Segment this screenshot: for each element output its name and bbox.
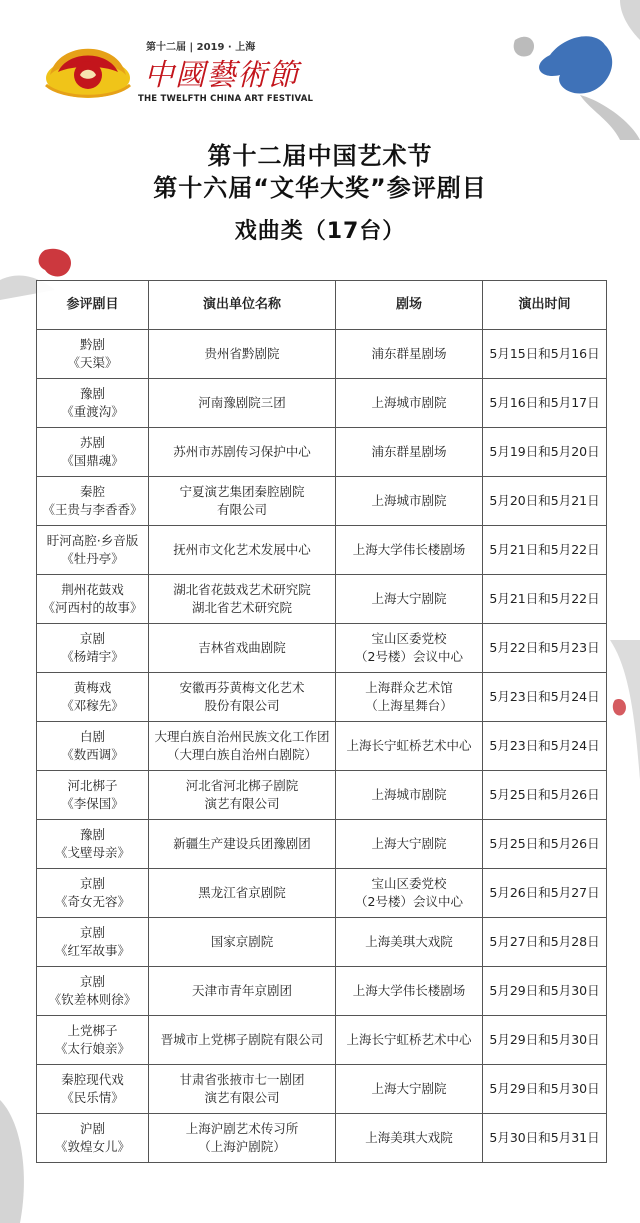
cell-unit <box>149 967 336 1016</box>
page-title-line1: 第十二届中国艺术节 <box>207 142 433 170</box>
unit-line: 演艺有限公司 <box>204 796 280 811</box>
ink-splash-top-right <box>470 0 640 140</box>
cell-time: 5月19日和5月20日 <box>483 428 607 477</box>
cell-unit <box>149 722 336 771</box>
cell-unit <box>149 624 336 673</box>
unit-line: 晋城市上党梆子剧院有限公司 <box>160 1032 324 1047</box>
venue-line: 上海大学伟长楼剧场 <box>352 983 466 998</box>
table-row <box>37 379 607 428</box>
cell-play <box>37 526 149 575</box>
play-title: 《牡丹亭》 <box>61 551 124 566</box>
table-row <box>37 820 607 869</box>
unit-line: 新疆生产建设兵团豫剧团 <box>173 836 311 851</box>
venue-line: 上海大宁剧院 <box>371 836 447 851</box>
play-genre: 上党梆子 <box>67 1023 118 1038</box>
unit-line: 股份有限公司 <box>204 698 280 713</box>
venue-line: （2号楼）会议中心 <box>355 894 463 909</box>
cell-unit <box>149 1114 336 1163</box>
cell-time: 5月30日和5月31日 <box>483 1114 607 1163</box>
cell-time: 5月21日和5月22日 <box>483 575 607 624</box>
cell-unit <box>149 1016 336 1065</box>
cell-venue <box>336 379 483 428</box>
page-title-line2: 第十六届“文华大奖”参评剧目 <box>153 174 487 202</box>
table-row <box>37 526 607 575</box>
cell-play <box>37 624 149 673</box>
play-genre: 京剧 <box>79 974 105 989</box>
venue-line: 宝山区委党校 <box>371 631 447 646</box>
unit-line: 天津市青年京剧团 <box>191 983 292 998</box>
cell-venue <box>336 526 483 575</box>
table-row <box>37 771 607 820</box>
table-row <box>37 1114 607 1163</box>
play-genre: 京剧 <box>79 631 105 646</box>
title-block <box>0 140 640 204</box>
unit-line: 抚州市文化艺术发展中心 <box>173 542 311 557</box>
cell-unit <box>149 330 336 379</box>
cell-play <box>37 918 149 967</box>
play-title: 《太行娘亲》 <box>54 1041 130 1056</box>
venue-line: 上海城市剧院 <box>371 395 447 410</box>
table-row <box>37 575 607 624</box>
play-title: 《数西调》 <box>61 747 124 762</box>
logo-edition-text: 第十二届 | 2019 · 上海 <box>146 42 256 53</box>
play-title: 《民乐情》 <box>61 1090 124 1105</box>
unit-line: 有限公司 <box>216 502 267 517</box>
cell-venue <box>336 771 483 820</box>
cell-venue <box>336 477 483 526</box>
unit-line: 上海沪剧艺术传习所 <box>185 1121 299 1136</box>
unit-line: 甘肃省张掖市七一剧团 <box>179 1072 305 1087</box>
cell-play <box>37 967 149 1016</box>
unit-line: （上海沪剧院） <box>198 1139 286 1154</box>
play-genre: 豫剧 <box>79 386 105 401</box>
venue-line: 上海美琪大戏院 <box>365 934 453 949</box>
table-row <box>37 918 607 967</box>
cell-time: 5月27日和5月28日 <box>483 918 607 967</box>
play-genre: 河北梆子 <box>67 778 118 793</box>
unit-line: 河南豫剧院三团 <box>198 395 286 410</box>
cell-unit <box>149 428 336 477</box>
cell-unit <box>149 526 336 575</box>
cell-time: 5月15日和5月16日 <box>483 330 607 379</box>
cell-venue <box>336 1065 483 1114</box>
venue-line: 宝山区委党校 <box>371 876 447 891</box>
cell-time: 5月29日和5月30日 <box>483 1016 607 1065</box>
play-title: 《戈壁母亲》 <box>54 845 130 860</box>
cell-venue <box>336 624 483 673</box>
header-play: 参评剧目 <box>37 281 149 330</box>
play-title: 《奇女无容》 <box>54 894 130 909</box>
cell-play <box>37 428 149 477</box>
unit-line: 吉林省戏曲剧院 <box>198 640 286 655</box>
cell-play <box>37 1016 149 1065</box>
play-title: 《王贵与李香香》 <box>42 502 143 517</box>
venue-line: 上海长宁虹桥艺术中心 <box>346 1032 472 1047</box>
cell-venue <box>336 820 483 869</box>
cell-play <box>37 820 149 869</box>
table-row <box>37 673 607 722</box>
table-row <box>37 330 607 379</box>
play-genre: 白剧 <box>79 729 105 744</box>
cell-time: 5月29日和5月30日 <box>483 967 607 1016</box>
cell-time: 5月23日和5月24日 <box>483 673 607 722</box>
table-header-row <box>37 281 607 330</box>
cell-time: 5月16日和5月17日 <box>483 379 607 428</box>
cell-venue <box>336 1016 483 1065</box>
play-title: 《天渠》 <box>67 355 118 370</box>
logo-chinese-title: 中國藝術節 <box>144 58 299 93</box>
cell-unit <box>149 477 336 526</box>
cell-venue <box>336 967 483 1016</box>
play-title: 《敦煌女儿》 <box>54 1139 130 1154</box>
play-genre: 京剧 <box>79 876 105 891</box>
cell-venue <box>336 673 483 722</box>
play-genre: 秦腔 <box>79 484 105 499</box>
play-title: 《李保国》 <box>61 796 124 811</box>
cell-unit <box>149 820 336 869</box>
cell-unit <box>149 1065 336 1114</box>
category-title: 戏曲类（17台） <box>234 219 406 244</box>
cell-venue <box>336 1114 483 1163</box>
cell-play <box>37 379 149 428</box>
festival-logo <box>38 30 314 110</box>
cell-time: 5月23日和5月24日 <box>483 722 607 771</box>
unit-line: 黑龙江省京剧院 <box>198 885 286 900</box>
play-genre: 豫剧 <box>79 827 105 842</box>
cell-unit <box>149 869 336 918</box>
play-title: 《邓稼先》 <box>61 698 124 713</box>
venue-line: 上海大学伟长楼剧场 <box>352 542 466 557</box>
cell-time: 5月22日和5月23日 <box>483 624 607 673</box>
unit-line: （大理白族自治州白剧院） <box>166 747 317 762</box>
table-row <box>37 1016 607 1065</box>
venue-line: （上海星舞台） <box>365 698 453 713</box>
cell-unit <box>149 575 336 624</box>
play-genre: 苏剧 <box>79 435 105 450</box>
play-title: 《钦差林则徐》 <box>48 992 137 1007</box>
header-unit: 演出单位名称 <box>149 281 336 330</box>
cell-unit <box>149 771 336 820</box>
cell-play <box>37 330 149 379</box>
venue-line: 上海长宁虹桥艺术中心 <box>346 738 472 753</box>
logo-english-title: THE TWELFTH CHINA ART FESTIVAL <box>138 94 314 104</box>
cell-play <box>37 673 149 722</box>
table-row <box>37 1065 607 1114</box>
venue-line: 上海城市剧院 <box>371 493 447 508</box>
play-title: 《国鼎魂》 <box>61 453 124 468</box>
play-title: 《杨靖宇》 <box>61 649 124 664</box>
cell-venue <box>336 869 483 918</box>
venue-line: 上海群众艺术馆 <box>365 680 453 695</box>
cell-time: 5月25日和5月26日 <box>483 771 607 820</box>
table-row <box>37 869 607 918</box>
play-genre: 黄梅戏 <box>73 680 112 695</box>
cell-unit <box>149 673 336 722</box>
table-row <box>37 722 607 771</box>
cell-venue <box>336 575 483 624</box>
cell-play <box>37 869 149 918</box>
unit-line: 大理白族自治州民族文化工作团 <box>154 729 330 744</box>
unit-line: 宁夏演艺集团秦腔剧院 <box>179 484 305 499</box>
cell-time: 5月21日和5月22日 <box>483 526 607 575</box>
table-row <box>37 477 607 526</box>
cell-play <box>37 722 149 771</box>
venue-line: 浦东群星剧场 <box>371 346 447 361</box>
cell-time: 5月20日和5月21日 <box>483 477 607 526</box>
unit-line: 湖北省花鼓戏艺术研究院 <box>173 582 311 597</box>
play-title: 《重渡沟》 <box>61 404 124 419</box>
play-genre: 京剧 <box>79 925 105 940</box>
venue-line: 上海大宁剧院 <box>371 1081 447 1096</box>
unit-line: 安徽再芬黄梅文化艺术 <box>179 680 305 695</box>
cell-play <box>37 477 149 526</box>
cell-venue <box>336 722 483 771</box>
play-title: 《河西村的故事》 <box>42 600 143 615</box>
schedule-table <box>36 280 607 1163</box>
play-genre: 沪剧 <box>79 1121 105 1136</box>
unit-line: 国家京剧院 <box>210 934 274 949</box>
table-row <box>37 624 607 673</box>
cell-unit <box>149 379 336 428</box>
play-genre: 秦腔现代戏 <box>61 1072 124 1087</box>
venue-line: 上海城市剧院 <box>371 787 447 802</box>
festival-emblem-icon <box>38 30 138 105</box>
header-time: 演出时间 <box>483 281 607 330</box>
venue-line: 上海大宁剧院 <box>371 591 447 606</box>
venue-line: 浦东群星剧场 <box>371 444 447 459</box>
play-genre: 荆州花鼓戏 <box>61 582 124 597</box>
unit-line: 苏州市苏剧传习保护中心 <box>173 444 311 459</box>
cell-venue <box>336 428 483 477</box>
unit-line: 贵州省黔剧院 <box>204 346 280 361</box>
play-title: 《红军故事》 <box>54 943 130 958</box>
venue-line: （2号楼）会议中心 <box>355 649 463 664</box>
cell-venue <box>336 330 483 379</box>
cell-time: 5月26日和5月27日 <box>483 869 607 918</box>
unit-line: 河北省河北梆子剧院 <box>185 778 299 793</box>
cell-time: 5月25日和5月26日 <box>483 820 607 869</box>
unit-line: 演艺有限公司 <box>204 1090 280 1105</box>
table-row <box>37 967 607 1016</box>
table-row <box>37 428 607 477</box>
cell-play <box>37 1065 149 1114</box>
venue-line: 上海美琪大戏院 <box>365 1130 453 1145</box>
cell-venue <box>336 918 483 967</box>
header-venue: 剧场 <box>336 281 483 330</box>
play-genre: 黔剧 <box>79 337 105 352</box>
cell-play <box>37 575 149 624</box>
unit-line: 湖北省艺术研究院 <box>191 600 292 615</box>
cell-play <box>37 1114 149 1163</box>
cell-unit <box>149 918 336 967</box>
cell-play <box>37 771 149 820</box>
cell-time: 5月29日和5月30日 <box>483 1065 607 1114</box>
play-genre: 盱河高腔·乡音版 <box>46 533 139 548</box>
